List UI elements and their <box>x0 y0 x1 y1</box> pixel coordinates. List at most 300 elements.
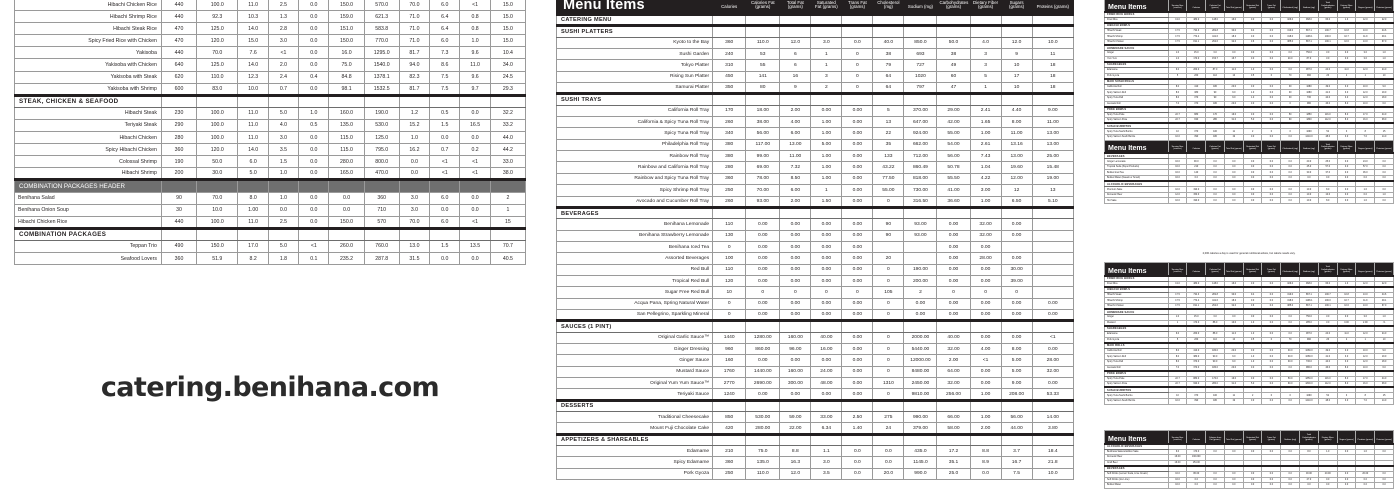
right-column-header-6: Cholesterol (mg) <box>1281 140 1300 153</box>
table-row <box>557 139 1074 150</box>
row-value-cell: 980 <box>1300 101 1319 107</box>
row-value-cell: 0.0 <box>1243 483 1262 489</box>
row-value-cell: 0 <box>937 287 970 298</box>
row-value-cell: 40.00 <box>811 332 842 343</box>
row-value-cell: 5.00 <box>1001 355 1032 366</box>
section-spacer-cell <box>268 95 298 107</box>
section-spacer-cell <box>161 95 196 107</box>
row-value-cell: 0.0 <box>1281 67 1300 73</box>
row-value-cell: 56.00 <box>937 151 970 162</box>
table-row <box>15 240 526 252</box>
row-value-cell: 94.0 <box>399 59 429 71</box>
section-label: DESSERTS <box>557 400 713 411</box>
row-value-cell: 0.0 <box>1243 449 1262 455</box>
row-value-cell: 10.4 <box>490 47 525 59</box>
section-spacer-cell <box>873 207 904 218</box>
row-value-cell: 0.0 <box>1281 483 1300 489</box>
row-value-cell: 0.0 <box>1224 198 1243 204</box>
row-value-cell: 0.00 <box>811 219 842 230</box>
row-value-cell: 0.0 <box>1224 483 1243 489</box>
row-value-cell: 0.0 <box>1262 303 1281 309</box>
row-item-name: Yakisoba with Shrimp <box>15 83 162 95</box>
row-item-name: Teppan Trio <box>15 240 162 252</box>
row-item-name: Spicy Tuna Roll <box>1105 359 1169 365</box>
row-value-cell: 8.00 <box>1001 117 1032 128</box>
row-value-cell: 96.00 <box>780 343 811 354</box>
row-value-cell: 42.00 <box>937 117 970 128</box>
row-value-cell: 1.40 <box>842 423 873 434</box>
row-item-name: Sugar Free Red Bull <box>557 287 713 298</box>
row-value-cell: 2.41 <box>970 105 1001 116</box>
row-value-cell: 490 <box>161 240 196 252</box>
row-value-cell: 0.0 <box>430 252 460 264</box>
row-value-cell: 0.00 <box>1001 298 1032 309</box>
column-header-10: Proteins (grams) <box>1032 0 1073 15</box>
row-value-cell: 0.0 <box>1281 365 1300 371</box>
row-value-cell: 0.8 <box>460 11 490 23</box>
left-nutrition-table-wrap <box>14 0 526 265</box>
row-item-name: Hibachi Chicken <box>15 132 162 144</box>
row-value-cell: 8.0 <box>1337 118 1356 124</box>
row-value-cell: 30.0 <box>1281 359 1300 365</box>
section-spacer-cell <box>713 207 746 218</box>
row-value-cell: 8480.00 <box>904 366 937 377</box>
row-value-cell: 0.0 <box>1206 471 1225 477</box>
row-value-cell: 0.0 <box>970 468 1001 479</box>
row-value-cell: 2.0 <box>268 59 298 71</box>
section-spacer-cell <box>430 228 460 240</box>
right-column-header-4: Saturated Fat (grams) <box>1243 0 1262 12</box>
row-value-cell: 350 <box>713 83 746 94</box>
row-value-cell: 12.0 <box>1356 281 1375 287</box>
row-item-name: Rainbow and California Roll Tray <box>557 162 713 173</box>
row-value-cell: 1440 <box>713 332 746 343</box>
section-spacer-cell <box>238 228 268 240</box>
section-spacer-cell <box>1032 400 1073 411</box>
row-value-cell: 19 <box>1224 135 1243 141</box>
section-spacer-cell <box>904 15 937 26</box>
row-value-cell: 1145.0 <box>904 457 937 468</box>
row-value-cell: 5 <box>1168 73 1187 79</box>
row-value-cell: 3.0 <box>1243 365 1262 371</box>
row-value-cell: 160.00 <box>780 332 811 343</box>
row-value-cell: 41.00 <box>937 185 970 196</box>
row-value-cell: 32.00 <box>970 219 1001 230</box>
row-value-cell: 0.0 <box>1262 17 1281 23</box>
row-value-cell: 3.0 <box>1337 348 1356 354</box>
row-value-cell: 0 <box>713 309 746 320</box>
section-spacer-cell <box>811 26 842 37</box>
row-value-cell: 0.0 <box>1262 477 1281 483</box>
row-value-cell: 0.0 <box>1224 477 1243 483</box>
row-value-cell: 66.0 <box>1318 17 1337 23</box>
right-table-title: Menu Items <box>1105 263 1169 276</box>
row-value-cell: 0.0 <box>1262 399 1281 405</box>
row-value-cell: 19 <box>1224 399 1243 405</box>
row-value-cell: 3.80 <box>1032 423 1073 434</box>
row-value-cell: 3.7 <box>1001 446 1032 457</box>
right-column-header-11: Proteins (grams) <box>1375 0 1394 12</box>
table-row <box>557 49 1074 60</box>
row-value-cell: 0.0 <box>299 11 329 23</box>
table-row <box>557 37 1074 48</box>
row-value-cell: 0.0 <box>1281 477 1300 483</box>
row-value-cell: 9 <box>780 83 811 94</box>
row-value-cell: 0.0 <box>1375 471 1394 477</box>
row-value-cell: 968.0 <box>1300 281 1319 287</box>
section-spacer-cell <box>364 95 399 107</box>
row-value-cell: 0 <box>873 264 904 275</box>
row-value-cell: 620 <box>161 71 196 83</box>
row-value-cell: 10.0 <box>1300 187 1319 193</box>
row-value-cell: 8.0 <box>1168 359 1187 365</box>
row-value-cell: 0.00 <box>937 309 970 320</box>
left-nutrition-table <box>14 0 526 265</box>
row-value-cell: 24.0 <box>1375 67 1394 73</box>
row-value-cell: 1.0 <box>1375 56 1394 62</box>
row-value-cell: 480.0 <box>1187 17 1206 23</box>
row-value-cell: 0.00 <box>937 264 970 275</box>
row-value-cell: 0.00 <box>842 332 873 343</box>
row-value-cell: 2.4 <box>268 71 298 83</box>
row-value-cell: 380 <box>1187 90 1206 96</box>
row-value-cell: 10.0 <box>1168 399 1187 405</box>
row-value-cell: 8.0 <box>238 192 268 204</box>
row-value-cell: 44.00 <box>1001 423 1032 434</box>
row-value-cell: 0 <box>873 332 904 343</box>
row-value-cell: 110 <box>713 264 746 275</box>
row-value-cell: 15 <box>490 216 525 228</box>
row-item-name: Mustard Sauce <box>557 366 713 377</box>
table-section-header-row <box>557 321 1074 332</box>
row-value-cell: 1 <box>811 185 842 196</box>
row-item-name: Philadelphia Roll Tray <box>557 139 713 150</box>
row-value-cell: 180.0 <box>1206 365 1225 371</box>
row-value-cell: 1080.0 <box>1300 348 1319 354</box>
row-value-cell: 58.00 <box>937 423 970 434</box>
row-value-cell: 0.0 <box>1262 281 1281 287</box>
row-item-name: Traditional Cheesecake <box>557 412 713 423</box>
row-value-cell: 600 <box>161 83 196 95</box>
row-value-cell: 11.9 <box>1356 34 1375 40</box>
table-section-header-row <box>15 95 526 107</box>
row-value-cell: 1.0 <box>268 168 298 180</box>
row-value-cell: 17.5 <box>1168 34 1187 40</box>
row-value-cell: 1760 <box>713 366 746 377</box>
row-value-cell: <1 <box>970 355 1001 366</box>
row-value-cell: 28.00 <box>970 253 1001 264</box>
row-value-cell: 84.8 <box>329 71 364 83</box>
row-value-cell: 0 <box>842 71 873 82</box>
row-value-cell: 10.0 <box>238 83 268 95</box>
column-header-8: Dietary Fiber (grams) <box>970 0 1001 15</box>
section-label: FRIED RICE BOWLS <box>1105 12 1169 18</box>
row-value-cell: 13.0 <box>1356 39 1375 45</box>
row-value-cell: 37.0 <box>1318 170 1337 176</box>
row-value-cell: 22.7 <box>1168 112 1187 118</box>
row-value-cell: 0 <box>1262 73 1281 79</box>
row-item-name: Hibachi Steak Rice <box>15 23 162 35</box>
section-spacer-cell <box>904 400 937 411</box>
row-value-cell: 8.0 <box>1337 101 1356 107</box>
row-value-cell: 2 <box>1337 337 1356 343</box>
row-value-cell: 19.0 <box>1224 376 1243 382</box>
row-value-cell: 0.0 <box>1281 471 1300 477</box>
row-value-cell: 18.0 <box>1375 95 1394 101</box>
row-value-cell: 0.00 <box>780 309 811 320</box>
row-value-cell: 730.00 <box>904 185 937 196</box>
row-value-cell: 0.00 <box>811 298 842 309</box>
row-value-cell: 16.7 <box>1224 56 1243 62</box>
row-value-cell: 125.0 <box>364 132 399 144</box>
section-spacer-cell <box>713 434 746 445</box>
section-spacer-cell <box>970 207 1001 218</box>
row-value-cell: 0.0 <box>1224 51 1243 57</box>
row-value-cell: 0.0 <box>299 216 329 228</box>
row-value-cell: 1 <box>970 83 1001 94</box>
row-value-cell: 17.2 <box>937 446 970 457</box>
row-value-cell: 0.0 <box>299 144 329 156</box>
row-value-cell: 2 <box>1243 129 1262 135</box>
row-value-cell: 0.0 <box>1300 176 1319 182</box>
row-value-cell: 7.32 <box>780 162 811 173</box>
row-value-cell: 3.0 <box>399 204 429 216</box>
row-value-cell: 470.0 <box>364 168 399 180</box>
row-value-cell: 49.1 <box>1375 298 1394 304</box>
row-value-cell: 10.0 <box>1032 468 1073 479</box>
row-value-cell: 30.0 <box>1281 354 1300 360</box>
section-spacer-cell <box>970 400 1001 411</box>
right-column-header-7: Sodium (mg) <box>1300 140 1319 153</box>
row-value-cell: 0.00 <box>842 185 873 196</box>
section-spacer-cell <box>746 321 780 332</box>
section-label: ALCOHOLIC BEVERAGES <box>1105 444 1169 450</box>
row-value-cell: 6.0 <box>1375 365 1394 371</box>
row-value-cell: 13.00 <box>1032 139 1073 150</box>
row-value-cell: 0 <box>873 389 904 400</box>
row-value-cell: 0.0 <box>460 204 490 216</box>
row-value-cell: 13.0 <box>399 240 429 252</box>
row-value-cell: 0.00 <box>842 366 873 377</box>
row-value-cell: 3.0 <box>268 35 298 47</box>
section-spacer-cell <box>1001 94 1032 105</box>
table-row <box>15 0 526 11</box>
row-value-cell: 385.0 <box>1281 39 1300 45</box>
row-item-name: Bottled Water (Dasani or Smart) <box>1105 176 1169 182</box>
right-column-header-1: Calories <box>1187 431 1206 444</box>
row-value-cell: 20.00 <box>1356 471 1375 477</box>
section-spacer-cell <box>329 228 364 240</box>
row-value-cell: 9.0 <box>1224 359 1243 365</box>
row-value-cell: 12.0 <box>1356 354 1375 360</box>
row-item-name: California & Spicy Tuna Roll Tray <box>557 117 713 128</box>
row-item-name: Hibachi Chicken Rice <box>15 216 162 228</box>
row-value-cell: 0.00 <box>811 309 842 320</box>
row-value-cell: 8.2 <box>238 252 268 264</box>
row-value-cell: 0.5 <box>430 107 460 119</box>
row-value-cell: 0.0 <box>1243 198 1262 204</box>
row-value-cell: 90 <box>161 192 196 204</box>
row-value-cell: 0.00 <box>842 128 873 139</box>
row-value-cell: 29.00 <box>937 105 970 116</box>
row-value-cell: 0.0 <box>1375 477 1394 483</box>
row-value-cell: 326.0 <box>1281 281 1300 287</box>
row-value-cell: 1.00 <box>970 196 1001 207</box>
row-value-cell: 0.0 <box>1206 176 1225 182</box>
row-value-cell: 387.0 <box>1300 331 1319 337</box>
section-spacer-cell <box>1001 26 1032 37</box>
section-spacer-cell <box>746 94 780 105</box>
table-row <box>1105 399 1394 405</box>
row-value-cell: 24 <box>873 423 904 434</box>
row-item-name: Spicy Salmon Roll <box>1105 90 1169 96</box>
row-value-cell: 750.0 <box>1300 315 1319 321</box>
row-value-cell: 49 <box>937 60 970 71</box>
row-value-cell: 0.0 <box>1281 331 1300 337</box>
row-value-cell: 25.0 <box>937 468 970 479</box>
row-value-cell: 1280.00 <box>746 332 780 343</box>
row-value-cell: 30.0 <box>197 168 238 180</box>
row-value-cell: 3.0 <box>1243 84 1262 90</box>
row-value-cell: 7.0 <box>1168 365 1187 371</box>
row-value-cell: 80.00 <box>1187 471 1206 477</box>
row-value-cell: 774.4 <box>1187 34 1206 40</box>
row-value-cell: 8.0 <box>1168 90 1187 96</box>
row-value-cell: 435.0 <box>904 446 937 457</box>
right-column-header-8: Total Carbohydrates (grams) <box>1318 263 1337 276</box>
row-value-cell: 0.00 <box>904 309 937 320</box>
section-spacer-cell <box>1032 434 1073 445</box>
section-spacer-cell <box>970 94 1001 105</box>
section-spacer-cell <box>811 321 842 332</box>
row-value-cell: 55.50 <box>937 173 970 184</box>
row-value-cell: 1540.0 <box>364 59 399 71</box>
right-column-header-1: Calories <box>1187 263 1206 276</box>
row-value-cell: 1.0 <box>1356 198 1375 204</box>
row-item-name: Pork Gyoza <box>557 468 713 479</box>
right-column-header-6: Cholesterol (mg) <box>1281 0 1300 12</box>
row-value-cell: 0.0 <box>1375 170 1394 176</box>
row-value-cell: 0.0 <box>1262 135 1281 141</box>
row-value-cell: 80 <box>746 83 780 94</box>
row-value-cell: 7.43 <box>970 151 1001 162</box>
row-value-cell: 70.00 <box>746 185 780 196</box>
row-value-cell: 180 <box>1206 135 1225 141</box>
row-value-cell: 811.1 <box>1187 39 1206 45</box>
row-value-cell: 370 <box>1187 393 1206 399</box>
section-spacer-cell <box>746 26 780 37</box>
row-value-cell: 10.8 <box>1337 28 1356 34</box>
row-value-cell: 0 <box>1262 393 1281 399</box>
row-value-cell: 160.000 <box>1187 455 1206 461</box>
row-value-cell: 3.0 <box>268 132 298 144</box>
row-value-cell: 36.60 <box>937 196 970 207</box>
row-item-name: Tropical Soda (Pepsi Products) <box>1105 164 1169 170</box>
row-value-cell: 3.0 <box>399 192 429 204</box>
section-label: SUSHI PLATTERS <box>557 26 713 37</box>
row-value-cell: 60.0 <box>1281 382 1300 388</box>
section-label: BEVERAGES <box>1105 153 1169 159</box>
row-value-cell: 98.1 <box>329 83 364 95</box>
row-value-cell: 8.0 <box>1300 449 1319 455</box>
section-spacer-cell <box>1032 207 1073 218</box>
right-column-header-0: Serving Size (ounces) <box>1168 263 1187 276</box>
row-value-cell: 0.00 <box>746 264 780 275</box>
row-value-cell: 81.7 <box>399 47 429 59</box>
row-value-cell: 1.5 <box>430 240 460 252</box>
table-row <box>15 107 526 119</box>
row-value-cell: 867.1 <box>1300 39 1319 45</box>
row-value-cell: 100.0 <box>1318 34 1337 40</box>
row-value-cell: 1 <box>1356 73 1375 79</box>
row-value-cell: 66.00 <box>937 412 970 423</box>
row-value-cell <box>1032 241 1073 252</box>
row-value-cell: 0 <box>1262 129 1281 135</box>
row-value-cell: 13.00 <box>1001 151 1032 162</box>
table-row <box>15 132 526 144</box>
row-value-cell: 0.00 <box>811 264 842 275</box>
row-value-cell: 38.0 <box>490 168 525 180</box>
row-value-cell: 0.00 <box>746 389 780 400</box>
row-value-cell: 11.0 <box>238 132 268 144</box>
row-value-cell: 1.00 <box>811 151 842 162</box>
row-value-cell: 15.0 <box>490 11 525 23</box>
row-value-cell: 1.0 <box>1356 449 1375 455</box>
row-value-cell: 0.00 <box>811 105 842 116</box>
row-value-cell: 153.7 <box>1206 56 1225 62</box>
row-value-cell: 148.0 <box>1206 17 1225 23</box>
row-value-cell: 3 <box>1337 393 1356 399</box>
row-value-cell: 990 <box>1300 73 1319 79</box>
table-section-header-row <box>557 434 1074 445</box>
row-value-cell: 3.0 <box>1356 315 1375 321</box>
row-value-cell: 318.0 <box>1281 298 1300 304</box>
row-value-cell: 0.0 <box>1337 198 1356 204</box>
row-value-cell: 0.0 <box>1206 449 1225 455</box>
row-value-cell: 5 <box>1168 337 1187 343</box>
row-value-cell: 12.0 <box>1356 90 1375 96</box>
row-value-cell: 8.0 <box>1337 376 1356 382</box>
row-item-name: Avocado and Cucumber Roll Tray <box>557 196 713 207</box>
row-value-cell: 59.00 <box>780 412 811 423</box>
right-column-header-5: Trans Fat (grams) <box>1262 0 1281 12</box>
row-value-cell: 7.6 <box>238 47 268 59</box>
row-value-cell: 41.0 <box>1318 354 1337 360</box>
section-label: SUSHI BURRITOS <box>1105 387 1169 393</box>
row-value-cell: 24.0 <box>1356 159 1375 165</box>
section-label: SAUCES (1 PINT) <box>557 321 713 332</box>
row-value-cell: 1090 <box>1300 393 1319 399</box>
row-value-cell: 360 <box>364 192 399 204</box>
row-value-cell <box>1032 275 1073 286</box>
row-value-cell: 12.0 <box>1356 359 1375 365</box>
row-value-cell: 290 <box>161 119 196 131</box>
row-value-cell: 0.0 <box>299 132 329 144</box>
row-value-cell: 0.0 <box>1262 382 1281 388</box>
row-value-cell: 120.0 <box>197 144 238 156</box>
row-value-cell: 280.0 <box>1206 382 1225 388</box>
row-value-cell: 160.00 <box>780 366 811 377</box>
section-spacer-cell <box>460 228 490 240</box>
table-row <box>15 192 526 204</box>
row-value-cell: 88.0 <box>1206 331 1225 337</box>
row-item-name: Soft Drinks (Ice Lime) <box>1105 477 1169 483</box>
row-value-cell: 0.00 <box>842 230 873 241</box>
row-value-cell: 70 <box>1281 73 1300 79</box>
row-value-cell: 88.0 <box>1206 320 1225 326</box>
row-value-cell: 360 <box>161 252 196 264</box>
row-item-name: Kyoto to the Bay <box>557 37 713 48</box>
